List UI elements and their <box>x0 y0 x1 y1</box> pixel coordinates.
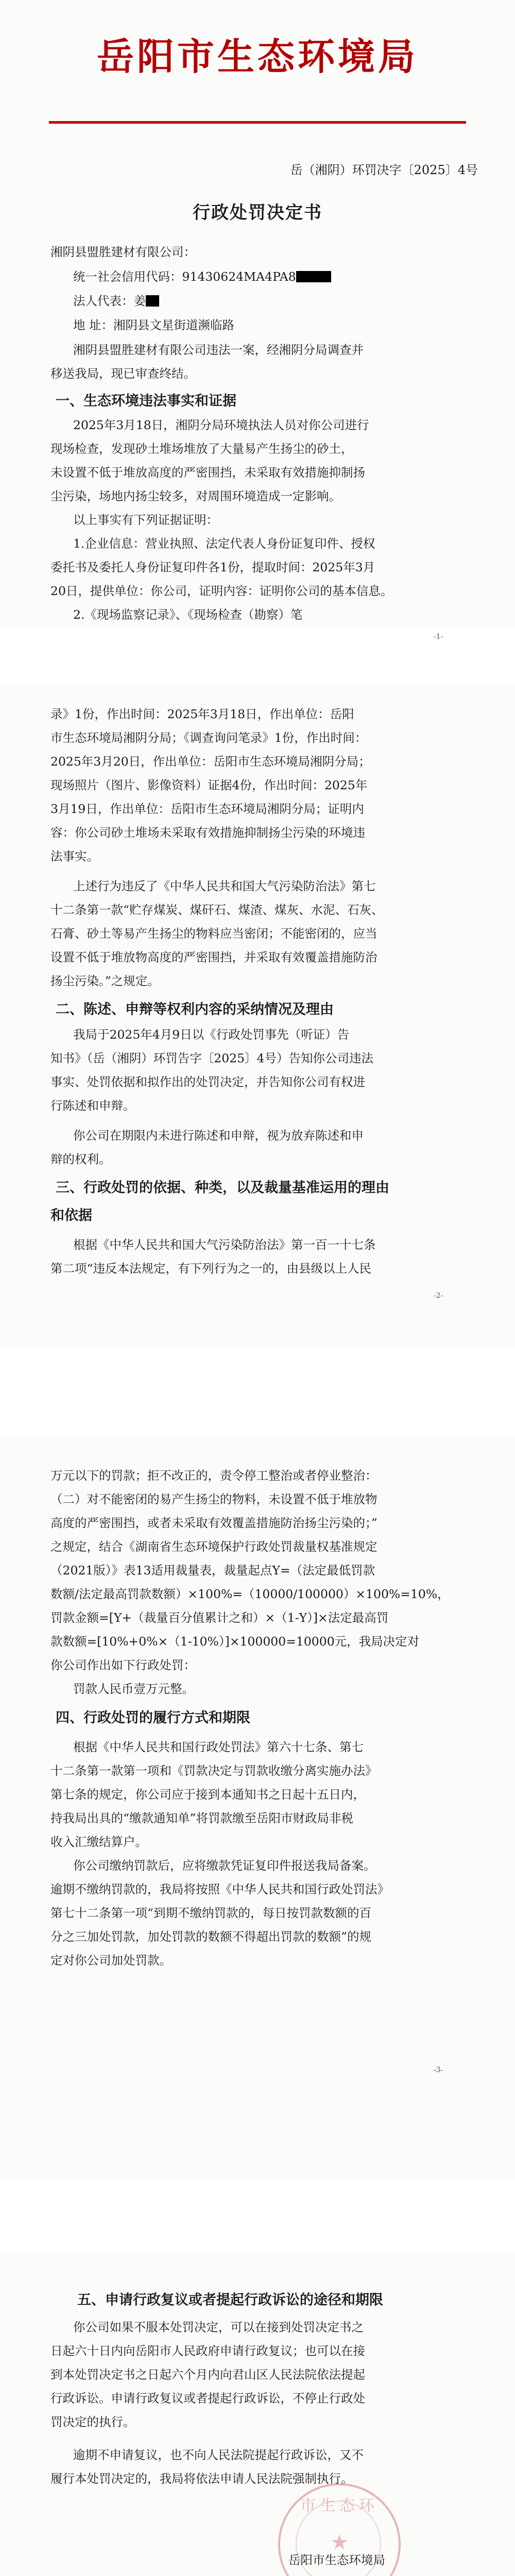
body-line: 1.企业信息：营业执照、法定代表人身份证复印件、授权 <box>73 536 375 551</box>
body-line: 未设置不低于堆放高度的严密围挡，未采取有效措施抑制扬 <box>50 465 365 480</box>
body-line: 逾期不申请复议，也不向人民法院提起行政诉讼，又不 <box>73 2448 364 2462</box>
page-number: -3- <box>434 2066 443 2074</box>
party-address: 地 址：湘阴县文星街道濒临路 <box>73 318 234 332</box>
body-line: 第二项“违反本法规定，有下列行为之一的，由县级以上人民 <box>50 1261 372 1276</box>
legal-representative: 法人代表：姜 <box>73 294 146 308</box>
page-number: -2- <box>434 1292 443 1300</box>
body-line: 容：你公司砂土堆场未采取有效措施抑制扬尘污染的环境违 <box>50 825 365 840</box>
body-line: 之规定，结合《湖南省生态环境保护行政处罚裁量权基准规定 <box>50 1539 377 1554</box>
body-line: 你公司缴纳罚款后，应将缴款凭证复印件报送我局备案。 <box>73 1858 376 1873</box>
section-3-title-cont: 和依据 <box>50 1208 92 1224</box>
body-line: 万元以下的罚款；拒不改正的，责令停工整治或者停业整治： <box>50 1468 377 1483</box>
body-line: 根据《中华人民共和国大气污染防治法》第一百一十七条 <box>73 1238 376 1252</box>
body-line: 我局于2025年4月9日以《行政处罚事先（听证）告 <box>73 1027 350 1042</box>
body-line: 你公司如果不服本处罚决定，可以在接到处罚决定书之 <box>73 2320 364 2334</box>
signature: 岳阳市生态环境局 <box>288 2553 385 2567</box>
body-line: 行陈述和申辩。 <box>50 1098 135 1113</box>
seal-text: 市生态环 <box>300 2497 379 2515</box>
body-line: 2025年3月20日，作出单位：岳阳市生态环境局湘阴分局； <box>50 754 371 769</box>
body-line: 2.《现场监察记录》、《现场检查（勘察）笔 <box>73 607 303 622</box>
page-gap <box>0 629 515 683</box>
credit-code: 统一社会信用代码：91430624MA4PA8 <box>73 269 296 284</box>
body-line: 事实、处罚依据和拟作出的处罚决定，并告知你公司有权进 <box>50 1075 365 1089</box>
body-line: 你公司作出如下行政处罚： <box>50 1658 196 1672</box>
page-number: -1- <box>434 633 443 641</box>
seal-star-icon: ★ <box>330 2531 349 2554</box>
body-line: 款数额=[10%+0%×（1-10%）]×100000=10000元，我局决定对 <box>50 1634 420 1649</box>
body-line: 持我局出具的“缴款通知单”将罚款缴至岳阳市财政局非税 <box>50 1811 354 1825</box>
body-line: 逾期不缴纳罚款的，我局将按照《中华人民共和国行政处罚法》 <box>50 1882 389 1896</box>
section-3-title: 三、行政处罚的依据、种类，以及裁量基准运用的理由 <box>56 1180 389 1196</box>
section-1-title: 一、生态环境违法事实和证据 <box>56 393 236 409</box>
body-line: 现场照片（图片、影像资料）证据4份，作出时间：2025年 <box>50 778 368 792</box>
page-1 <box>0 0 515 629</box>
body-line: 以上事实有下列证据证明： <box>73 513 218 527</box>
penalty-amount: 罚款人民币壹万元整。 <box>73 1682 194 1696</box>
body-line: 罚款金额=[Y+（裁量百分值累计之和）×（1-Y）]×法定最高罚 <box>50 1611 389 1625</box>
body-line: 罚决定的执行。 <box>50 2415 135 2429</box>
body-line: 现场检查，发现砂土堆场堆放了大量易产生扬尘的砂土， <box>50 442 353 456</box>
body-line: 你公司在期限内未进行陈述和申辩，视为放弃陈述和申 <box>73 1128 364 1143</box>
section-5-title: 五、申请行政复议或者提起行政诉讼的途径和期限 <box>77 2292 383 2308</box>
body-line: 十二条第一款第一项和《罚款决定与罚款收缴分离实施办法》 <box>50 1764 377 1778</box>
party-name: 湘阴县盟胜建材有限公司： <box>50 245 196 259</box>
body-line: 市生态环境局湘阴分局；《调查询问笔录》1份，作出时间： <box>50 731 367 745</box>
body-line: 知书》（岳（湘阴）环罚告字〔2025〕4号）告知你公司违法 <box>50 1051 374 1065</box>
red-divider <box>49 121 466 124</box>
body-line: 到本处罚决定书之日起六个月内向君山区人民法院依法提起 <box>50 2367 365 2382</box>
credit-code-line <box>73 267 331 284</box>
body-line: 3月19日，作出单位：岳阳市生态环境局湘阴分局；证明内 <box>50 802 364 816</box>
section-4-title: 四、行政处罚的履行方式和期限 <box>56 1710 250 1726</box>
body-line: 十二条第一款“贮存煤炭、煤矸石、煤渣、煤灰、水泥、石灰、 <box>50 903 384 917</box>
body-line: 辩的权利。 <box>50 1152 111 1166</box>
page-gap <box>0 1347 515 1437</box>
legal-rep-line <box>73 291 159 309</box>
body-line: 设置不低于堆放物高度的严密围挡，并采取有效覆盖措施防治 <box>50 950 377 964</box>
body-line: （2021版）》表13适用裁量表，裁量起点Y=（法定最低罚款 <box>50 1563 375 1578</box>
body-line: 履行本处罚决定的，我局将依法申请人民法院强制执行。 <box>50 2471 353 2486</box>
redaction-block <box>146 295 159 307</box>
body-line: 上述行为违反了《中华人民共和国大气污染防治法》第七 <box>73 879 376 893</box>
intro-line: 移送我局，现已审查终结。 <box>50 366 196 381</box>
page-2 <box>0 683 515 1347</box>
agency-title: 岳阳市生态环境局 <box>96 35 418 78</box>
body-line: 分之三加处罚款，加处罚款的数额不得超出罚款的数额”的规 <box>50 1929 372 1944</box>
body-line: （二）对不能密闭的易产生扬尘的物料，未设置不低于堆放物 <box>50 1492 377 1506</box>
body-line: 第七十二条第一项“到期不缴纳罚款的，每日按罚款数额的百 <box>50 1906 372 1920</box>
body-line: 法事实。 <box>50 849 99 863</box>
body-line: 石膏、砂土等易产生扬尘的物料应当密闭；不能密闭的，应当 <box>50 926 377 941</box>
page-gap <box>0 2179 515 2251</box>
body-line: 数额/法定最高罚款数额）×100%=（10000/100000）×100%=10%， <box>50 1587 450 1601</box>
body-line: 定对你公司加处罚款。 <box>50 1953 171 1968</box>
page-3 <box>0 1437 515 2179</box>
redaction-block <box>296 271 331 282</box>
body-line: 录》1份，作出时间：2025年3月18日，作出单位：岳阳 <box>50 707 354 721</box>
body-line: 2025年3月18日，湘阴分局环境执法人员对你公司进行 <box>73 418 369 432</box>
document-number: 岳（湘阴）环罚决字〔2025〕4号 <box>290 163 478 177</box>
body-line: 第七条的规定，你公司应于接到本通知书之日起十五日内， <box>50 1787 365 1802</box>
body-line: 日起六十日内向岳阳市人民政府申请行政复议；也可以在接 <box>50 2344 365 2358</box>
body-line: 扬尘污染。”之规定。 <box>50 974 160 988</box>
document-title: 行政处罚决定书 <box>193 202 322 223</box>
body-line: 20日，提供单位：你公司，证明内容：证明你公司的基本信息。 <box>50 584 393 598</box>
body-line: 根据《中华人民共和国行政处罚法》第六十七条、第七 <box>73 1740 364 1754</box>
body-line: 收入汇缴结算户。 <box>50 1835 147 1849</box>
body-line: 行政诉讼。申请行政复议或者提起行政诉讼，不停止行政处 <box>50 2391 365 2405</box>
page-4 <box>0 2251 515 2576</box>
official-seal <box>278 2483 401 2576</box>
intro-line: 湘阴县盟胜建材有限公司违法一案，经湘阴分局调查并 <box>73 343 364 357</box>
body-line: 尘污染，场地内扬尘较多，对周围环境造成一定影响。 <box>50 489 341 503</box>
section-2-title: 二、陈述、申辩等权利内容的采纳情况及理由 <box>56 1002 334 1018</box>
body-line: 委托书及委托人身份证复印件各1份，提取时间：2025年3月 <box>50 560 375 574</box>
body-line: 高度的严密围挡，或者未采取有效覆盖措施防治扬尘污染的；” <box>50 1516 377 1530</box>
